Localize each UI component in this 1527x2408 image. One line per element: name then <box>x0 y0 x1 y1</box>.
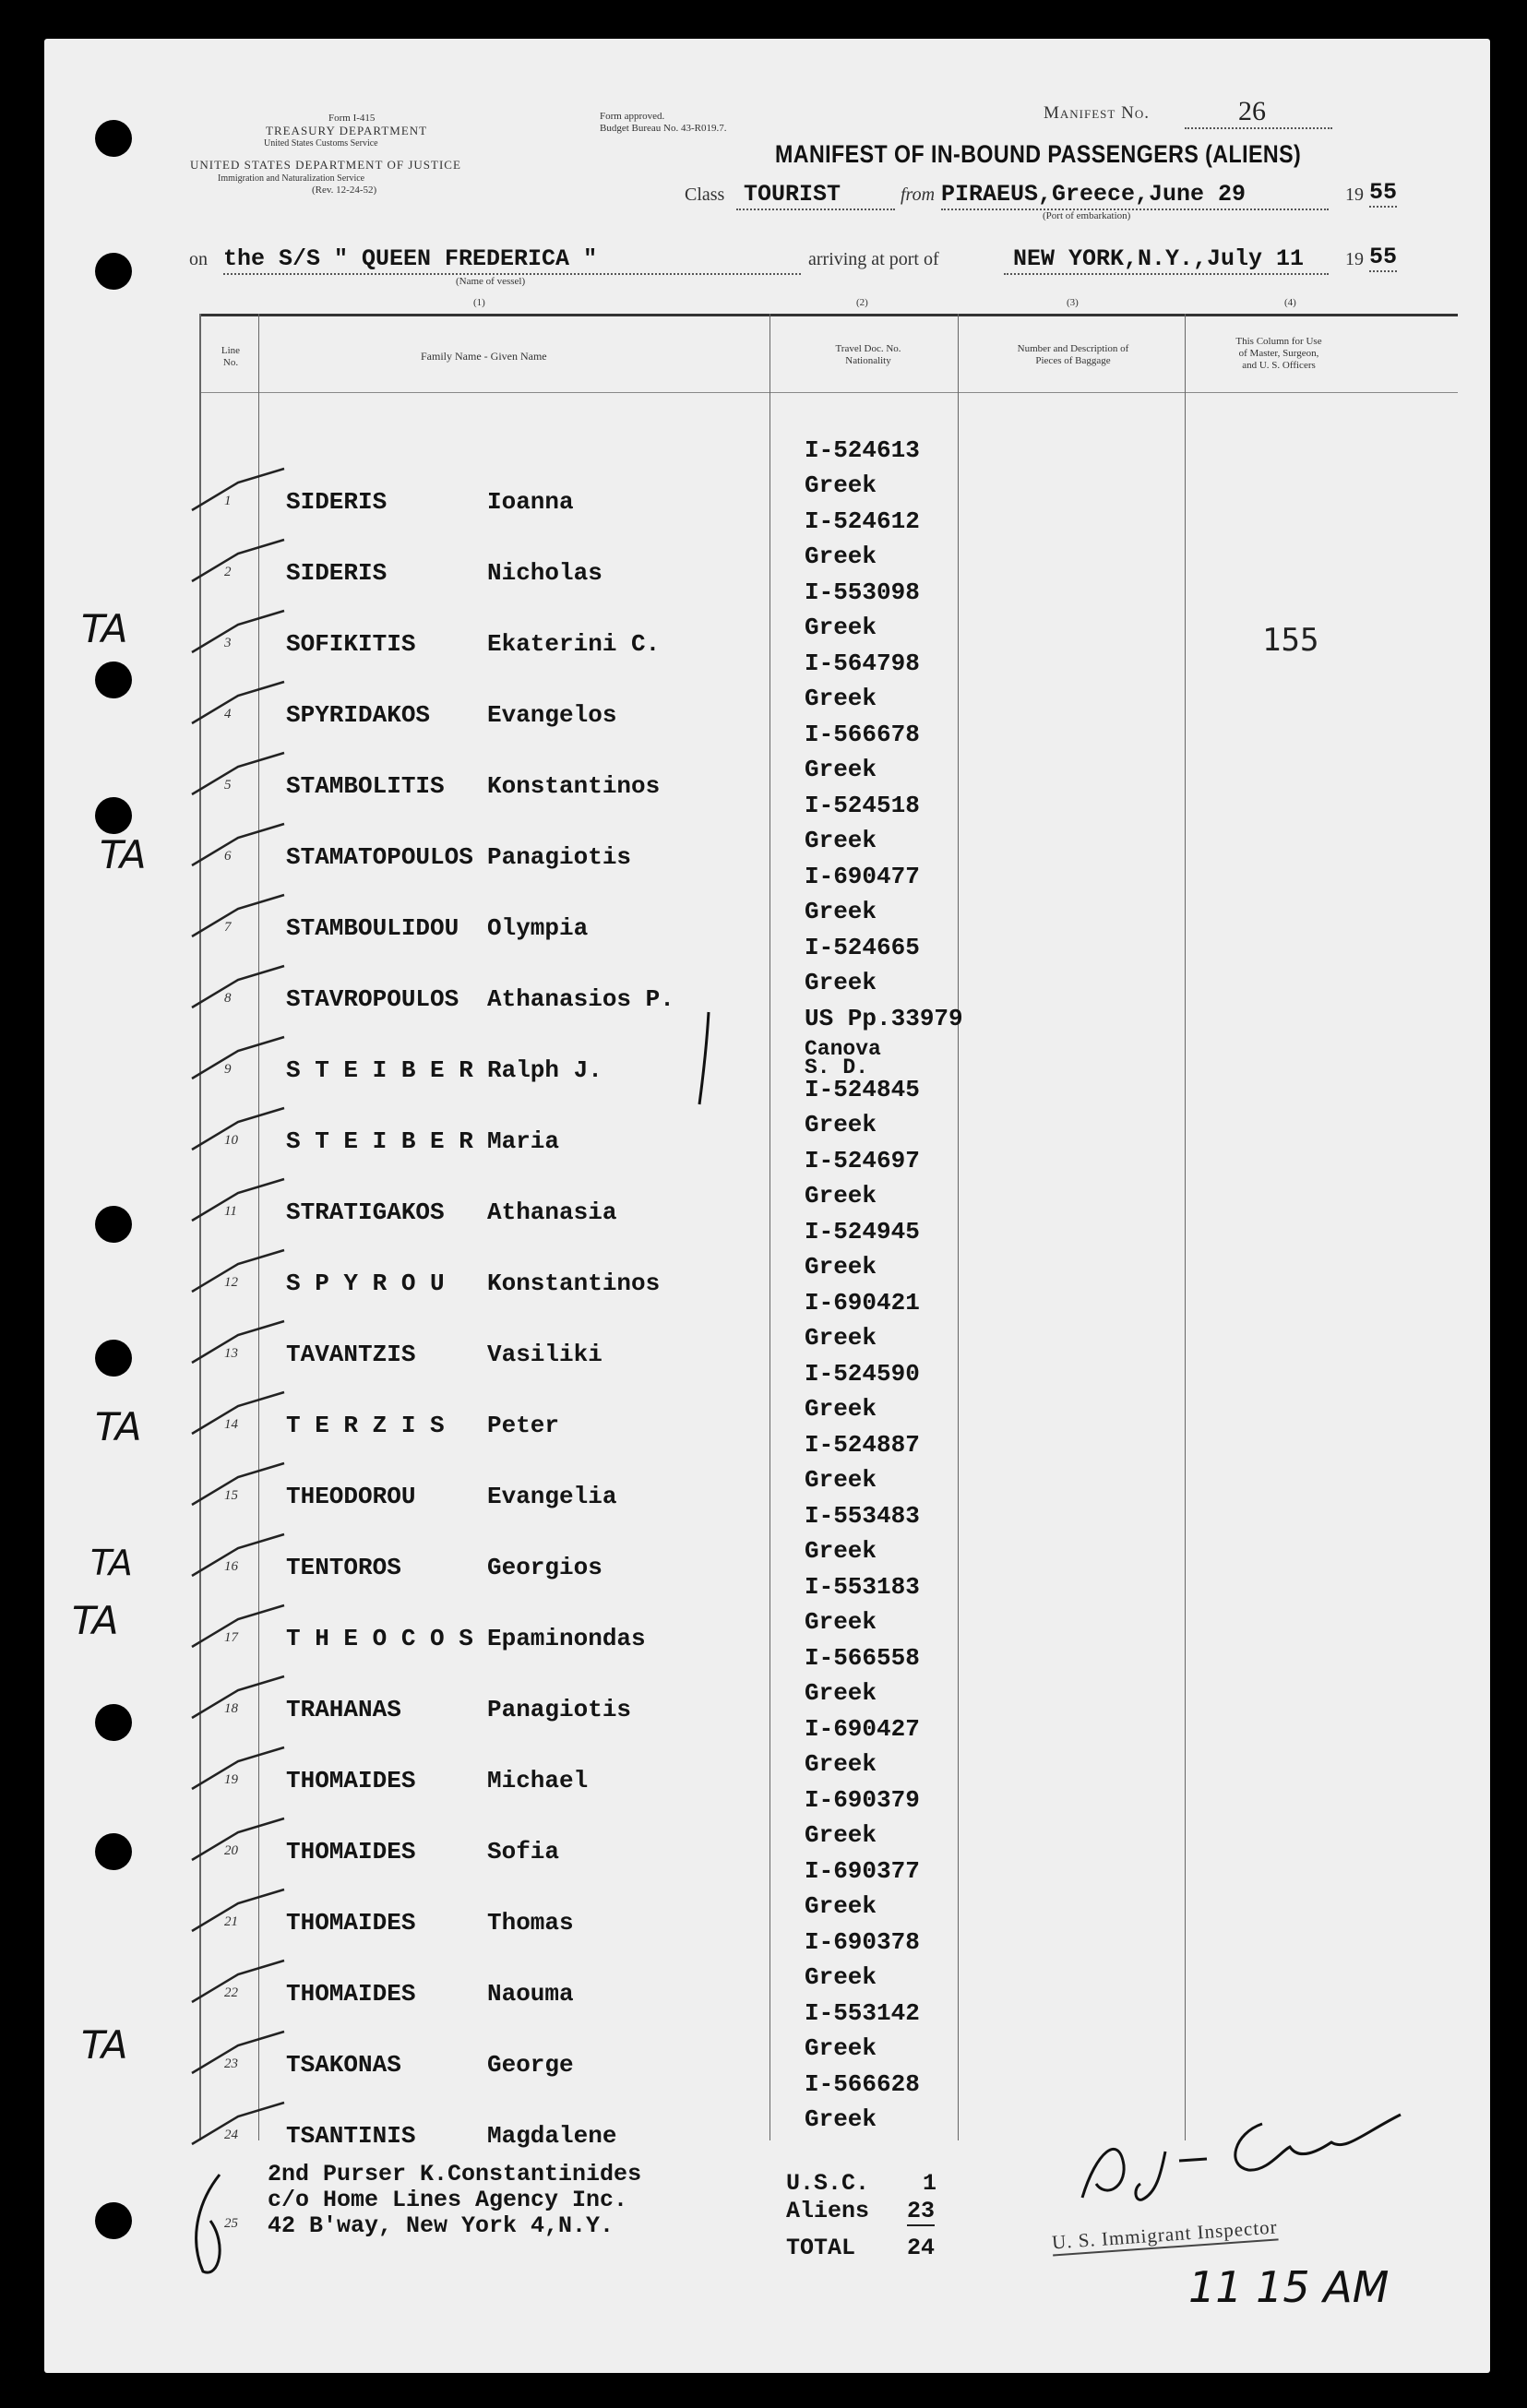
inspector-caption: U. S. Immigrant Inspector <box>1051 2215 1278 2256</box>
family-name: STAMBOLITIS <box>286 772 445 800</box>
line-number: 12 <box>224 1275 238 1290</box>
nationality: Greek <box>805 756 877 783</box>
revision: (Rev. 12-24-52) <box>312 185 377 196</box>
travel-doc-no: I-524665 <box>805 934 920 961</box>
hdr-bag-2: Pieces of Baggage <box>1035 355 1111 366</box>
family-name: THOMAIDES <box>286 1909 416 1937</box>
line-number: 6 <box>224 849 232 864</box>
nationality: Greek <box>805 827 877 854</box>
nationality: Greek <box>805 1821 877 1849</box>
given-name: Olympia <box>487 914 589 942</box>
line-number: 14 <box>224 1417 238 1432</box>
line-number: 23 <box>224 2056 238 2071</box>
nationality: Greek <box>805 1253 877 1281</box>
header-rule <box>199 392 1458 393</box>
family-name: SIDERIS <box>286 488 388 516</box>
purser-line-3: 42 B'way, New York 4,N.Y. <box>268 2212 614 2239</box>
nationality: Greek <box>805 614 877 641</box>
family-name: STRATIGAKOS <box>286 1198 445 1226</box>
travel-doc-no: I-524845 <box>805 1076 920 1103</box>
given-name: Peter <box>487 1412 560 1439</box>
customs-service: United States Customs Service <box>264 138 378 149</box>
line-number: 11 <box>224 1204 237 1219</box>
family-name: S T E I B E R <box>286 1127 473 1155</box>
nationality: Greek <box>805 542 877 570</box>
purser-line-1: 2nd Purser K.Constantinides <box>268 2161 642 2187</box>
given-name: Magdalene <box>487 2122 617 2150</box>
given-name: Athanasios P. <box>487 985 674 1013</box>
family-name: THEODOROU <box>286 1483 416 1510</box>
given-name: Ioanna <box>487 488 574 516</box>
from-label: from <box>901 185 936 205</box>
treasury-dept: TREASURY DEPARTMENT <box>266 124 428 137</box>
usc-value: 1 <box>923 2170 937 2197</box>
year-prefix-1: 19 <box>1345 185 1364 205</box>
travel-doc-no: I-564798 <box>805 650 920 677</box>
ta-mark: TA <box>95 1404 142 1449</box>
line-number: 21 <box>224 1914 238 1929</box>
family-name: THOMAIDES <box>286 1838 416 1866</box>
family-name: TAVANTZIS <box>286 1341 416 1368</box>
line-number: 2 <box>224 565 232 579</box>
nationality: Greek <box>805 1679 877 1707</box>
nationality: Canova S. D. <box>805 1037 881 1079</box>
line-number: 15 <box>224 1488 238 1503</box>
purser-line-2: c/o Home Lines Agency Inc. <box>268 2187 628 2213</box>
hdr-bag-1: Number and Description of <box>1017 343 1129 354</box>
travel-doc-no: I-690421 <box>805 1289 920 1317</box>
usc-label: U.S.C. <box>786 2170 870 2197</box>
travel-doc-no: I-566558 <box>805 1644 920 1672</box>
nationality: Greek <box>805 1537 877 1565</box>
travel-doc-no: I-524945 <box>805 1218 920 1246</box>
class-value: TOURIST <box>744 181 841 208</box>
line-number: 9 <box>224 1062 232 1077</box>
table-top-rule <box>199 314 1458 316</box>
travel-doc-no: I-690427 <box>805 1715 920 1743</box>
class-label: Class <box>685 185 725 205</box>
manifest-title: MANIFEST OF IN-BOUND PASSENGERS (ALIENS) <box>775 140 1302 168</box>
total-label: TOTAL <box>786 2235 856 2261</box>
family-name: TENTOROS <box>286 1554 401 1581</box>
line-number: 3 <box>224 636 232 650</box>
from-value: PIRAEUS,Greece,June 29 <box>941 181 1247 208</box>
hdr-name: Family Name - Given Name <box>421 350 547 363</box>
given-name: Panagiotis <box>487 1696 632 1723</box>
punch-hole <box>95 2202 132 2239</box>
vessel-value: the S/S " QUEEN FREDERICA " <box>223 245 598 272</box>
given-name: Michael <box>487 1767 589 1794</box>
check-mark <box>183 2098 293 2153</box>
hdr-use-1: This Column for Use <box>1235 336 1322 347</box>
travel-doc-no: I-690378 <box>805 1928 920 1956</box>
vessel-caption: (Name of vessel) <box>456 276 526 287</box>
given-name: Epaminondas <box>487 1625 646 1652</box>
nationality: Greek <box>805 685 877 712</box>
given-name: Sofia <box>487 1838 560 1866</box>
time-mark: 11 15 AM <box>1188 2262 1390 2312</box>
nationality: Greek <box>805 471 877 499</box>
verification-stroke <box>690 1007 718 1109</box>
given-name: Vasiliki <box>487 1341 602 1368</box>
travel-doc-no: I-553183 <box>805 1573 920 1601</box>
circle-mark <box>183 2170 238 2281</box>
ta-mark: TA <box>81 2022 128 2068</box>
from-field <box>941 181 1329 210</box>
travel-doc-no: I-553142 <box>805 1999 920 2027</box>
line-number: 17 <box>224 1630 238 1645</box>
given-name: Panagiotis <box>487 843 632 871</box>
nationality: Greek <box>805 1466 877 1494</box>
nationality: Greek <box>805 2034 877 2062</box>
arrival-field <box>1004 245 1329 275</box>
travel-doc-no: I-524518 <box>805 792 920 819</box>
manifest-no-label: Manifest No. <box>1044 103 1150 123</box>
travel-doc-no: I-690477 <box>805 863 920 890</box>
family-name: SIDERIS <box>286 559 388 587</box>
line-number: 18 <box>224 1701 238 1716</box>
hdr-line-1: Line <box>221 345 241 356</box>
ta-mark: TA <box>90 1543 133 1583</box>
hdr-officers <box>1196 336 1362 372</box>
travel-doc-no: I-566628 <box>805 2070 920 2098</box>
family-name: STAMBOULIDOU <box>286 914 459 942</box>
year-1: 55 <box>1369 179 1398 206</box>
ins-title: Immigration and Naturalization Service <box>218 173 365 184</box>
year-2: 55 <box>1369 244 1398 270</box>
line-number: 4 <box>224 707 232 721</box>
given-name: Konstantinos <box>487 1270 661 1297</box>
given-name: Athanasia <box>487 1198 617 1226</box>
family-name: THOMAIDES <box>286 1767 416 1794</box>
given-name: Konstantinos <box>487 772 661 800</box>
given-name: Thomas <box>487 1909 574 1937</box>
family-name: TSANTINIS <box>286 2122 416 2150</box>
family-name: THOMAIDES <box>286 1980 416 2008</box>
family-name: TRAHANAS <box>286 1696 401 1723</box>
travel-doc-no: I-690379 <box>805 1786 920 1814</box>
hdr-doc <box>799 343 937 367</box>
class-field <box>736 181 895 210</box>
aliens-value: 23 <box>907 2198 936 2224</box>
travel-doc-no: I-566678 <box>805 721 920 748</box>
family-name: S T E I B E R <box>286 1056 473 1084</box>
nationality: Greek <box>805 1395 877 1423</box>
nationality: Greek <box>805 1324 877 1352</box>
line-number: 16 <box>224 1559 238 1574</box>
hdr-line <box>212 345 249 369</box>
travel-doc-no: I-524697 <box>805 1147 920 1174</box>
aliens-label: Aliens <box>786 2198 870 2224</box>
manifest-page <box>44 39 1490 2373</box>
travel-doc-no: I-524887 <box>805 1431 920 1459</box>
family-name: T E R Z I S <box>286 1412 445 1439</box>
form-approved: Form approved. <box>600 111 665 122</box>
line-number: 5 <box>224 778 232 793</box>
given-name: Evangelia <box>487 1483 617 1510</box>
given-name: Maria <box>487 1127 560 1155</box>
hdr-doc-1: Travel Doc. No. <box>835 343 901 354</box>
travel-doc-no: I-524613 <box>805 436 920 464</box>
nationality: Greek <box>805 1182 877 1210</box>
nationality: Greek <box>805 898 877 925</box>
year-prefix-2: 19 <box>1345 249 1364 269</box>
nationality: Greek <box>805 969 877 996</box>
nationality: Greek <box>805 1892 877 1920</box>
family-name: T H E O C O S <box>286 1625 473 1652</box>
hdr-use-3: and U. S. Officers <box>1242 360 1316 371</box>
doj-title: UNITED STATES DEPARTMENT OF JUSTICE <box>190 158 461 172</box>
line-number: 8 <box>224 991 232 1006</box>
ta-mark: TA <box>100 832 147 877</box>
hdr-line-2: No. <box>222 357 239 368</box>
hdr-baggage <box>967 343 1179 367</box>
given-name: Evangelos <box>487 701 617 729</box>
form-number: Form I-415 <box>328 113 376 124</box>
line-number: 1 <box>224 494 232 508</box>
family-name: STAVROPOULOS <box>286 985 459 1013</box>
total-value: 24 <box>907 2235 936 2261</box>
family-name: SPYRIDAKOS <box>286 701 431 729</box>
given-name: Ralph J. <box>487 1056 602 1084</box>
on-label: on <box>189 249 208 269</box>
travel-doc-no: I-524612 <box>805 507 920 535</box>
ta-mark: TA <box>72 1598 119 1643</box>
col-num-1: (1) <box>473 297 485 308</box>
line-number: 13 <box>224 1346 238 1361</box>
travel-doc-no: I-524590 <box>805 1360 920 1388</box>
line-number: 10 <box>224 1133 238 1148</box>
given-name: George <box>487 2051 574 2079</box>
manifest-no-value: 26 <box>1238 96 1266 126</box>
nationality: Greek <box>805 1608 877 1636</box>
line-number: 22 <box>224 1985 238 2000</box>
col-num-4: (4) <box>1284 297 1296 308</box>
col-num-3: (3) <box>1067 297 1079 308</box>
line-number: 19 <box>224 1772 238 1787</box>
family-name: SOFIKITIS <box>286 630 416 658</box>
given-name: Nicholas <box>487 559 602 587</box>
family-name: S P Y R O U <box>286 1270 445 1297</box>
nationality: Greek <box>805 1750 877 1778</box>
arriving-label: arriving at port of <box>808 249 939 269</box>
budget-bureau: Budget Bureau No. 43-R019.7. <box>600 123 727 134</box>
given-name: Ekaterini C. <box>487 630 661 658</box>
travel-doc-no: I-553098 <box>805 578 920 606</box>
line-number: 7 <box>224 920 232 935</box>
hdr-doc-2: Nationality <box>845 355 891 366</box>
vessel-field <box>223 245 801 275</box>
col-num-2: (2) <box>856 297 868 308</box>
travel-doc-no: I-553483 <box>805 1502 920 1530</box>
hdr-use-2: of Master, Surgeon, <box>1238 348 1319 359</box>
travel-doc-no: US Pp.33979 <box>805 1005 963 1032</box>
family-name: TSAKONAS <box>286 2051 401 2079</box>
embarkation-caption: (Port of embarkation) <box>1043 210 1131 221</box>
nationality: Greek <box>805 1111 877 1138</box>
inspector-signature <box>1068 2096 1419 2216</box>
family-name: STAMATOPOULOS <box>286 843 473 871</box>
line-25: 25 <box>224 2216 238 2231</box>
nationality: Greek <box>805 2105 877 2133</box>
ta-mark: TA <box>81 606 128 651</box>
arrival-value: NEW YORK,N.Y.,July 11 <box>1013 245 1305 272</box>
line-number: 24 <box>224 2128 238 2142</box>
punch-hole <box>95 253 132 290</box>
officer-mark: 155 <box>1262 622 1319 659</box>
manifest-no-field <box>1185 96 1332 129</box>
travel-doc-no: I-690377 <box>805 1857 920 1885</box>
given-name: Georgios <box>487 1554 602 1581</box>
nationality: Greek <box>805 1963 877 1991</box>
line-number: 20 <box>224 1843 238 1858</box>
punch-hole <box>95 120 132 157</box>
given-name: Naouma <box>487 1980 574 2008</box>
